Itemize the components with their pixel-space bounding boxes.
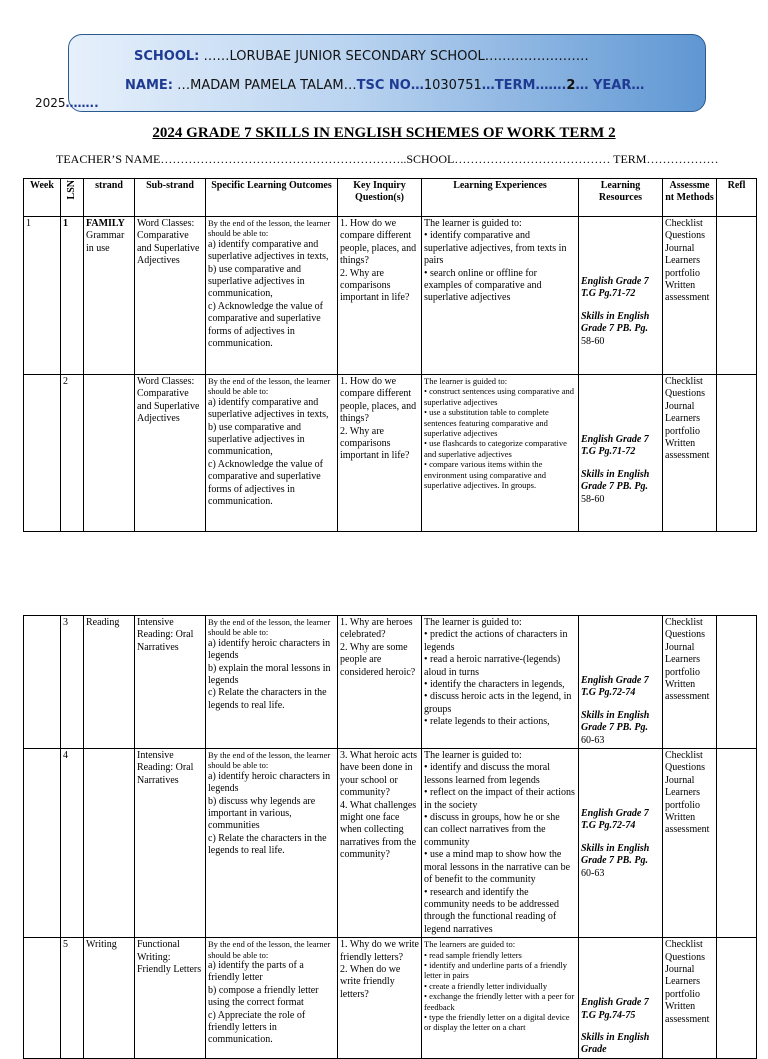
cell-line: • use a mind map to show how the moral lessons in the narrative can be of benefit to the community: [424, 849, 571, 886]
page-title: 2024 GRADE 7 SKILLS IN ENGLISH SCHEMES OF WORK TERM 2: [152, 125, 616, 141]
cell-strand: [84, 938, 135, 1059]
cell-line: Written assessment: [665, 438, 710, 462]
schemes-table-1: [23, 178, 757, 532]
cell-questions: [338, 938, 422, 1059]
cell-line: c) Relate the characters in the legends to real life.: [208, 832, 327, 857]
resource-tg-text: English Grade 7 T.G Pg.72-74: [581, 808, 649, 832]
cell-experiences: [422, 375, 579, 532]
cell-line: Learners portfolio: [665, 654, 700, 678]
cell-line: Written assessment: [665, 679, 710, 703]
table-row: [24, 217, 757, 375]
cell-assessment: [663, 938, 717, 1059]
resource-tg: [581, 434, 660, 459]
cell-line: 2. Why are comparisons important in life?: [340, 425, 410, 462]
year-label: … YEAR…: [575, 78, 645, 93]
header-reflection: Refl: [717, 179, 757, 217]
cell-line: • identify and discuss the moral lessons learned from legends: [424, 762, 550, 786]
cell-line: b) explain the moral lessons in legends: [208, 662, 331, 687]
cell-outcomes: [206, 217, 338, 375]
cell-outcomes: [206, 938, 338, 1059]
table-row: [24, 938, 757, 1059]
cell-line: c) Acknowledge the value of comparative and superlative forms of adjectives in communication.: [208, 300, 323, 350]
cell-resources: [579, 749, 663, 938]
cell-line: 3. What heroic acts have been done in your school or community?: [340, 750, 418, 799]
cell-experiences: [422, 749, 579, 938]
cell-line: • exchange the friendly letter with a peer for feedback: [424, 991, 575, 1012]
header-experiences: Learning Experiences: [422, 179, 579, 217]
cell-line: • relate legends to their actions,: [424, 716, 550, 728]
resource-pb: [581, 1032, 660, 1057]
cell-experiences: [422, 938, 579, 1059]
cell-line: Questions: [665, 951, 705, 963]
school-label: SCHOOL:: [134, 49, 200, 64]
cell-line: The learner is guided to:: [424, 218, 522, 229]
header-resources: Learning Resources: [579, 179, 663, 217]
header-assessment: Assessme nt Methods: [663, 179, 717, 217]
cell-line: Checklist: [665, 218, 703, 229]
cell-line: • read sample friendly letters: [424, 949, 522, 960]
year-value: 2025: [35, 96, 66, 110]
cell-line: By the end of the lesson, the learner should be able to:: [208, 750, 331, 771]
cell-line: Journal: [665, 641, 695, 653]
cell-week: [24, 375, 61, 532]
cell-substrand: Word Classes: Comparative and Superlative Adjectives: [135, 375, 206, 532]
cell-line: Checklist: [665, 617, 703, 628]
cell-strand: [84, 749, 135, 938]
cell-lsn: 2: [61, 375, 84, 532]
cell-line: b) compose a friendly letter using the correct format: [208, 984, 319, 1009]
cell-line: • construct sentences using comparative and superlative adjectives: [424, 386, 575, 407]
resource-pb-text: Skills in English Grade 7 PB. Pg.: [581, 709, 650, 734]
cell-line: • compare various items within the environment using comparative and superlative adjectives. In groups.: [424, 459, 547, 491]
resource-tg-text: English Grade 7 T.G Pg.71-72: [581, 276, 649, 300]
cell-line: c) Relate the characters in the legends to real life.: [208, 687, 327, 711]
cell-line: a) identify comparative and superlative adjectives in texts,: [208, 396, 329, 421]
resource-tg: [581, 808, 660, 833]
cell-experiences: [422, 217, 579, 375]
cell-lsn: 5: [61, 938, 84, 1059]
resource-pb: [581, 469, 660, 506]
cell-line: 2. Why are comparisons important in life?: [340, 267, 410, 304]
cell-substrand: Word Classes: Comparative and Superlative Adjectives: [135, 217, 206, 375]
cell-line: 2. When do we write friendly letters?: [340, 963, 401, 1000]
cell-reflection: [717, 217, 757, 375]
cell-line: 2. Why are some people are considered heroic?: [340, 641, 416, 678]
strand-name: Writing: [86, 939, 117, 951]
resource-tg: [581, 675, 660, 700]
cell-line: Journal: [665, 400, 695, 412]
cell-line: Checklist: [665, 939, 703, 951]
resource-pb-text: Skills in English Grade 7 PB. Pg.: [581, 468, 650, 493]
cell-assessment: [663, 375, 717, 532]
cell-line: b) discuss why legends are important in various, communities: [208, 795, 316, 832]
table-row: [24, 749, 757, 938]
cell-line: a) identify heroic characters in legends: [208, 770, 331, 795]
cell-line: Written assessment: [665, 812, 710, 836]
cell-line: • search online or offline for examples of comparative and superlative adjectives: [424, 267, 542, 304]
cell-line: 1. Why are heroes celebrated?: [340, 617, 413, 641]
school-value: ……LORUBAE JUNIOR SECONDARY SCHOOL……………………: [203, 49, 589, 64]
header-week: Week: [24, 179, 61, 217]
cell-lsn: 1: [61, 217, 84, 375]
header-lsn-label: LSN: [65, 180, 77, 200]
strand-name: FAMILY: [86, 218, 125, 229]
cell-line: • use flashcards to categorize comparative and superlative adjectives: [424, 438, 567, 459]
cell-questions: [338, 217, 422, 375]
table-row: [24, 616, 757, 749]
cell-line: Learners portfolio: [665, 255, 700, 279]
cell-line: Learners portfolio: [665, 787, 700, 811]
cell-reflection: [717, 375, 757, 532]
resource-pb-text: Skills in English Grade 7 PB. Pg.: [581, 310, 650, 335]
cell-reflection: [717, 749, 757, 938]
tsc-value: 1030751: [423, 78, 482, 93]
name-value: …MADAM PAMELA TALAM…: [177, 78, 357, 93]
cell-line: Checklist: [665, 750, 703, 762]
cell-line: Written assessment: [665, 280, 710, 304]
year-line: [35, 96, 99, 110]
resource-pb: [581, 710, 660, 747]
header-row: [24, 179, 757, 217]
cell-line: • discuss in groups, how he or she can collect narratives from the community: [424, 812, 560, 848]
cell-resources: [579, 938, 663, 1059]
schemes-table-2: [23, 615, 757, 1059]
cell-assessment: [663, 616, 717, 749]
cell-line: The learner is guided to:: [424, 617, 522, 628]
resource-pb-pages: 60-63: [581, 734, 605, 746]
strand-detail: Grammar in use: [86, 230, 125, 254]
cell-outcomes: [206, 375, 338, 532]
cell-week: [24, 938, 61, 1059]
header-outcomes: Specific Learning Outcomes: [206, 179, 338, 217]
cell-line: By the end of the lesson, the learner should be able to:: [208, 617, 331, 638]
cell-line: • create a friendly letter individually: [424, 980, 548, 991]
name-label: NAME:: [125, 78, 173, 93]
cell-substrand: Intensive Reading: Oral Narratives: [135, 616, 206, 749]
cell-line: • identify comparative and superlative adjectives, from texts in pairs: [424, 230, 567, 267]
header-strand: strand: [84, 179, 135, 217]
cell-strand: [84, 217, 135, 375]
cell-lsn: 3: [61, 616, 84, 749]
header-banner: [65, 34, 706, 112]
cell-assessment: [663, 217, 717, 375]
header-questions: Key Inquiry Question(s): [338, 179, 422, 217]
cell-line: The learners are guided to:: [424, 939, 516, 950]
cell-resources: [579, 375, 663, 532]
cell-line: c) Appreciate the role of friendly letters in communication.: [208, 1009, 306, 1046]
cell-experiences: [422, 616, 579, 749]
cell-line: The learner is guided to:: [424, 376, 508, 386]
cell-line: By the end of the lesson, the learner should be able to:: [208, 939, 331, 960]
cell-substrand: Functional Writing: Friendly Letters: [135, 938, 206, 1059]
cell-line: b) use comparative and superlative adjectives in communication,: [208, 421, 305, 458]
cell-line: 4. What challenges might one face when collecting narratives from the community?: [340, 799, 417, 861]
term-label: …TERM…….: [481, 78, 567, 93]
cell-line: a) identify heroic characters in legends: [208, 637, 331, 662]
table-row: [24, 375, 757, 532]
resource-pb-text: Skills in English Grade: [581, 1031, 650, 1056]
cell-line: 1. How do we compare different people, places, and things?: [340, 218, 417, 267]
resource-pb-pages: 60-63: [581, 867, 605, 879]
cell-week: 1: [24, 217, 61, 375]
cell-line: 1. Why do we write friendly letters?: [340, 939, 419, 963]
term-value: 2: [566, 78, 576, 93]
resource-tg-text: English Grade 7 T.G Pg.71-72: [581, 434, 649, 458]
cell-line: 1. How do we compare different people, places, and things?: [340, 376, 417, 425]
cell-line: c) Acknowledge the value of comparative and superlative forms of adjectives in communication.: [208, 458, 323, 508]
cell-line: The learner is guided to:: [424, 750, 522, 762]
cell-line: a) identify the parts of a friendly letter: [208, 959, 304, 984]
cell-substrand: Intensive Reading: Oral Narratives: [135, 749, 206, 938]
cell-line: • read a heroic narrative-(legends) aloud in turns: [424, 654, 561, 678]
cell-lsn: 4: [61, 749, 84, 938]
cell-line: Learners portfolio: [665, 976, 700, 1000]
cell-line: Questions: [665, 230, 705, 242]
cell-line: Checklist: [665, 376, 703, 387]
cell-line: • use a substitution table to complete sentences featuring comparative and superlative adjectives: [424, 407, 549, 439]
cell-line: Journal: [665, 774, 695, 786]
cell-line: Written assessment: [665, 1001, 710, 1025]
cell-line: • predict the actions of characters in legends: [424, 629, 568, 653]
cell-line: • identify and underline parts of a friendly letter in pairs: [424, 959, 567, 981]
cell-strand: [84, 616, 135, 749]
cell-outcomes: [206, 749, 338, 938]
cell-line: By the end of the lesson, the learner should be able to:: [208, 376, 331, 397]
cell-line: Journal: [665, 963, 695, 975]
header-lsn: [61, 179, 84, 217]
cell-line: a) identify comparative and superlative adjectives in texts,: [208, 238, 329, 263]
cell-reflection: [717, 616, 757, 749]
cell-line: • research and identify the community needs to be addressed through the functional reading of legend narratives: [424, 886, 559, 935]
resource-pb: [581, 311, 660, 348]
resource-tg: [581, 276, 660, 301]
cell-week: [24, 616, 61, 749]
cell-line: Learners portfolio: [665, 413, 700, 437]
resource-pb-pages: 58-60: [581, 335, 605, 347]
teacher-line: TEACHER’S NAME……………………………………………………..SCHOOL………………………………… TERM………………: [56, 152, 719, 166]
cell-line: Journal: [665, 242, 695, 254]
cell-outcomes: [206, 616, 338, 749]
cell-line: By the end of the lesson, the learner should be able to:: [208, 218, 331, 239]
cell-resources: [579, 217, 663, 375]
year-dots: ……..: [65, 96, 99, 110]
cell-resources: [579, 616, 663, 749]
cell-questions: [338, 749, 422, 938]
cell-line: Questions: [665, 762, 705, 774]
cell-reflection: [717, 938, 757, 1059]
name-line: [125, 78, 644, 93]
school-line: [134, 49, 589, 64]
resource-pb: [581, 843, 660, 880]
tsc-label: TSC NO…: [356, 78, 424, 93]
resource-pb-pages: 58-60: [581, 493, 605, 505]
resource-tg-text: English Grade 7 T.G Pg.74-75: [581, 997, 649, 1021]
cell-line: b) use comparative and superlative adjectives in communication,: [208, 263, 305, 300]
resource-pb-text: Skills in English Grade 7 PB. Pg.: [581, 842, 650, 867]
cell-line: • type the friendly letter on a digital device or display the letter on a chart: [424, 1011, 570, 1033]
strand-name: Reading: [86, 617, 120, 628]
cell-assessment: [663, 749, 717, 938]
cell-line: • reflect on the impact of their actions in the society: [424, 787, 575, 811]
cell-questions: [338, 616, 422, 749]
cell-line: • discuss heroic acts in the legend, in groups: [424, 691, 572, 715]
cell-line: • identify the characters in legends,: [424, 679, 565, 691]
cell-week: [24, 749, 61, 938]
cell-strand: [84, 375, 135, 532]
resource-tg: [581, 997, 660, 1022]
header-substrand: Sub-strand: [135, 179, 206, 217]
cell-line: Questions: [665, 388, 705, 400]
resource-tg-text: English Grade 7 T.G Pg.72-74: [581, 675, 649, 699]
cell-questions: [338, 375, 422, 532]
cell-line: Questions: [665, 629, 705, 641]
